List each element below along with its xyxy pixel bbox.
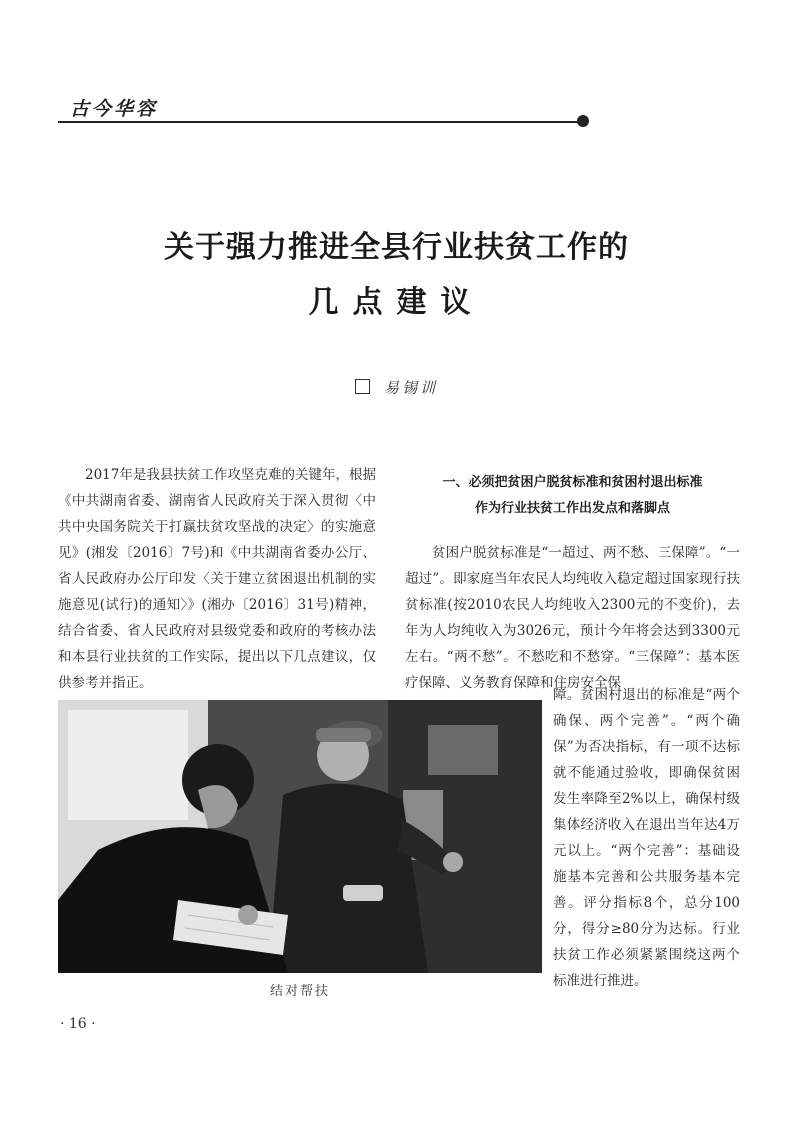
header-dot — [577, 115, 589, 127]
section-heading-line1: 一、必须把贫困户脱贫标准和贫困村退出标准 — [442, 475, 703, 490]
section-paragraph-1: 贫困户脱贫标准是“一超过、两不愁、三保障”。“一超过”。即家庭当年农民人均纯收入稳定超过国家现行扶贫标准(按2010农民人均纯收入2300元的不变价)，去年为人均纯收入为3026元，预计今年将会达到3300元左右。“两不愁”。不愁吃和不愁穿。“三保障”：基本医疗保障、义务教育保障和住房安全保 — [405, 545, 740, 691]
header-rule — [58, 121, 580, 123]
photo-caption: 结对帮扶 — [269, 984, 330, 999]
article-photo — [58, 700, 542, 973]
article-title-line1: 关于强力推进全县行业扶贫工作的 — [164, 230, 629, 265]
author-box-icon — [355, 379, 370, 394]
section-paragraph-2: 障。贫困村退出的标准是“两个确保、两个完善”。“两个确保”为否决指标，有一项不达标就不能通过验收，即确保贫困发生率降至2%以上，确保村级集体经济收入在退出当年达4万元以上。“两个完善”：基础设施基本完善和公共服务基本完善。评分指标8个，总分100分，得分≥80分为达标。行业扶贫工作必须紧紧围绕这两个标准进行推进。 — [553, 687, 740, 989]
section-label: 古今华容 — [70, 98, 159, 120]
section-heading-line2: 作为行业扶贫工作出发点和落脚点 — [474, 501, 670, 516]
intro-paragraph: 2017年是我县扶贫工作攻坚克难的关键年，根据《中共湖南省委、湖南省人民政府关于深入贯彻〈中共中央国务院关于打赢扶贫攻坚战的决定〉的实施意见》(湘发〔2016〕7号)和《中共湖南省委办公厅、省人民政府办公厅印发〈关于建立贫困退出机制的实施意见(试行)的通知〉》(湘办〔2016〕31号)精神，结合省委、省人民政府对县级党委和政府的考核办法和本县行业扶贫的工作实际，提出以下几点建议，仅供参考并指正。 — [58, 467, 376, 691]
article-title-line2: 几点建议 — [308, 285, 485, 320]
author-name: 易锡训 — [383, 379, 438, 397]
page-number: · 16 · — [60, 1016, 96, 1032]
author-line — [0, 377, 793, 398]
section-heading — [405, 470, 740, 522]
